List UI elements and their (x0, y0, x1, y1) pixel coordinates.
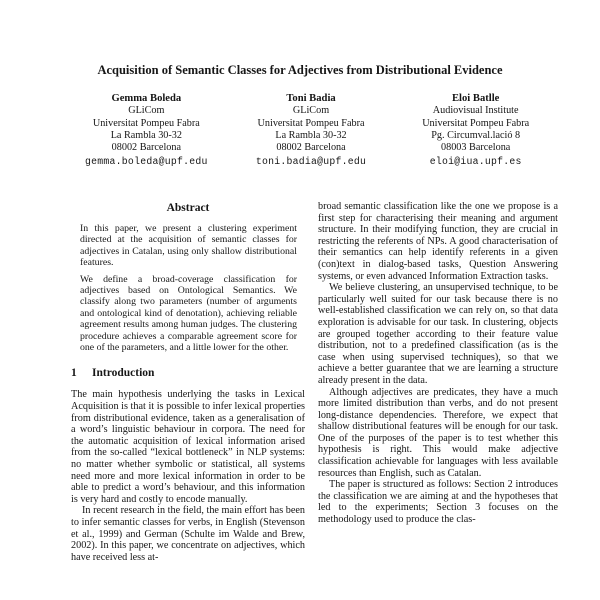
author-email: gemma.boleda@upf.edu (85, 156, 208, 168)
author-2 (229, 93, 394, 168)
author-email: eloi@iua.upf.es (429, 156, 522, 168)
author-1 (64, 93, 229, 168)
body-paragraph: Although adjectives are predicates, they have a much more limited distribution than verbs, and do not present long-distance dependencies. Therefore, we expect that shallow distributional features will be enough for our task. One of the purposes of the paper is to test whether this hypothesis is right. This would make adjective classification achievable for languages with less available resources than English, such as Catalan. (318, 386, 558, 479)
author-affiliation-line: Universitat Pompeu Fabra (92, 117, 200, 129)
author-affiliation-line: 08002 Barcelona (111, 141, 181, 153)
author-block (64, 93, 558, 168)
author-affiliation-line: 08003 Barcelona (441, 141, 511, 153)
author-affiliation-line: La Rambla 30-32 (110, 129, 182, 141)
body-paragraph: broad semantic classification like the one we propose is a first step for characterising their meaning and argument structure. In their modifying function, they are crucial in restricting the referents of NPs. A good characterisation of their semantics can help identify referents in a given (con)text in dialog-based tasks, Question Answering systems, or even advanced Information Extraction tasks. (318, 201, 558, 282)
author-affiliation-line: La Rambla 30-32 (275, 129, 347, 141)
section-number: 1 (71, 367, 77, 380)
body-paragraph: The main hypothesis underlying the tasks in Lexical Acquisition is that it is possible to infer lexical properties from distributional evidence, taken as a generalisation of a word’s linguistic behaviour in corpora. The need for the automatic acquisition of lexical information arised from the so-called “lexical bottleneck” in NLP systems: no matter whether symbolic or statistical, all systems need more and more lexical information in order to be able to predict a word’s behaviour, and this information is very hard and costly to encode manually. (71, 389, 305, 505)
author-email: toni.badia@upf.edu (255, 156, 367, 168)
author-affiliation-line: Universitat Pompeu Fabra (422, 117, 530, 129)
author-affiliation-line: Audiovisual Institute (432, 105, 519, 117)
body-paragraph: We believe clustering, an unsupervised technique, to be particularly well suited for our task because there is no well-established classification we can rely on, so that data exploration is advisable for our task. In clustering, objects are grouped together according to their feature value distribution, not to a predefined classification (as is the case when using supervised techniques), so that we achieve a better guarantee that we are learning a structure already present in the data. (318, 282, 558, 386)
left-column (71, 202, 305, 563)
abstract-paragraph: In this paper, we present a clustering experiment directed at the acquisition of semantic classes for adjectives in Catalan, using only shallow distributional features. (80, 223, 297, 269)
section-heading-introduction (71, 367, 305, 379)
author-name: Eloi Batlle (451, 93, 500, 104)
author-name: Gemma Boleda (111, 93, 182, 104)
author-affiliation-line: 08002 Barcelona (276, 141, 346, 153)
author-name: Toni Badia (286, 93, 336, 104)
author-affiliation-line: GLiCom (128, 105, 165, 117)
body-paragraph: In recent research in the field, the main effort has been to infer semantic classes for verbs, in English (Stevenson et al., 1999) and German (Schulte im Walde and Brew, 2002). In this paper, we concentrate on adjectives, which have received less at- (71, 505, 305, 563)
abstract-paragraph: We define a broad-coverage classification for adjectives based on Ontological Semantics. We classify along two parameters (number of arguments and ontological kind of denotation), achieving reliable agreement results among human judges. The clustering procedure achieves a comparable agreement score for one of the parameters, and a little lower for the other. (80, 273, 297, 354)
author-affiliation-line: Universitat Pompeu Fabra (257, 117, 365, 129)
author-affiliation-line: GLiCom (292, 105, 330, 117)
section-title: Introduction (92, 367, 155, 380)
paper-title: Acquisition of Semantic Classes for Adjectives from Distributional Evidence (97, 63, 503, 77)
body-paragraph: The paper is structured as follows: Section 2 introduces the classification we are aiming at and the hypotheses that led to the experiments; Section 3 focuses on the methodology used to produce the clas- (318, 479, 558, 526)
abstract-heading: Abstract (166, 202, 210, 214)
right-column (318, 201, 558, 526)
author-3 (393, 93, 558, 168)
author-affiliation-line: Pg. Circumval.lació 8 (431, 129, 521, 141)
